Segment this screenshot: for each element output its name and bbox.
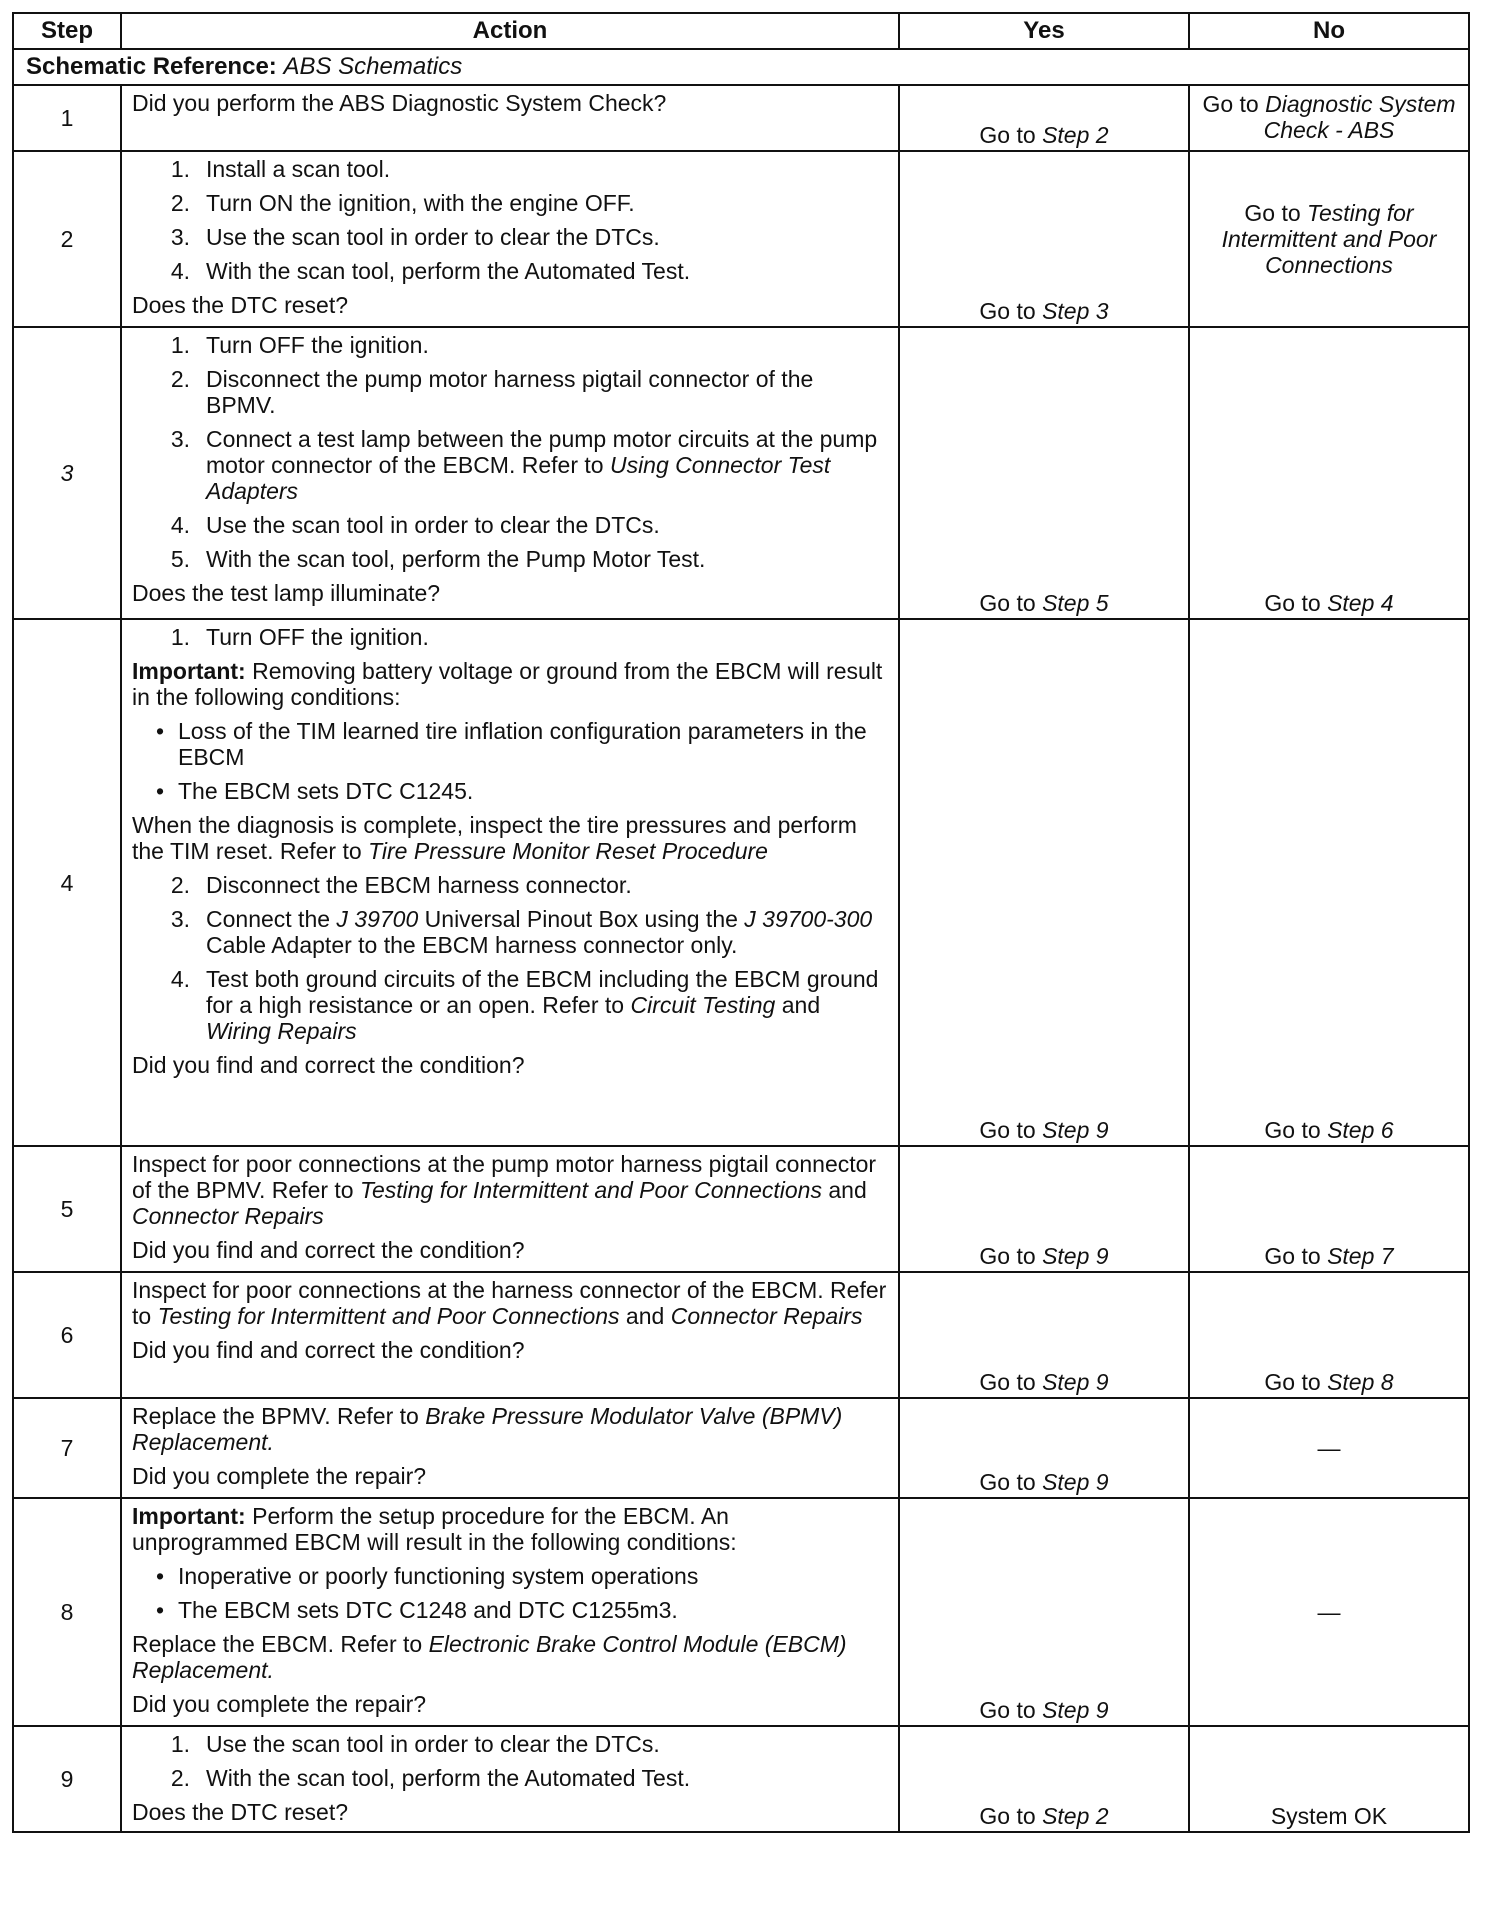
step-row <box>13 327 1469 619</box>
header-yes: Yes <box>899 13 1189 49</box>
paragraph <box>132 1151 888 1229</box>
instruction-text: Install a scan tool. <box>206 156 391 182</box>
action-cell <box>121 85 899 151</box>
bullet-text: Inoperative or poorly functioning system operations <box>178 1563 699 1589</box>
bullet-item <box>132 778 888 804</box>
step-number: 9 <box>13 1726 121 1832</box>
instruction-text: and <box>775 992 821 1018</box>
no-goto-text: Go to <box>1202 91 1266 117</box>
numbered-instruction <box>132 872 888 898</box>
paragraph-text: Inspect for poor connections at the pump motor harness pigtail connector of the BPMV. Refer to <box>132 1151 877 1203</box>
bullet-text: The EBCM sets DTC C1245. <box>178 778 474 804</box>
no-cell <box>1189 85 1469 151</box>
no-goto-link[interactable]: Step 8 <box>1327 1369 1394 1395</box>
instruction-text: Universal Pinout Box using the <box>418 906 745 932</box>
instruction-body <box>206 156 390 182</box>
instruction-reference-link[interactable]: J 39700 <box>336 906 419 932</box>
no-goto-text: Go to <box>1264 1243 1328 1269</box>
paragraph <box>132 1631 888 1683</box>
diagnostic-table <box>12 12 1470 1833</box>
instruction-text: With the scan tool, perform the Automated Test. <box>206 258 691 284</box>
paragraph-reference-link[interactable]: Testing for Intermittent and Poor Connections <box>360 1177 822 1203</box>
header-no: No <box>1189 13 1469 49</box>
numbered-instruction <box>132 426 888 504</box>
action-content <box>122 620 898 1080</box>
numbered-instruction <box>132 366 888 418</box>
paragraph-reference-link[interactable]: Electronic Brake Control Module (EBCM) Replacement. <box>132 1631 847 1683</box>
yes-goto-text: Go to <box>979 1117 1043 1143</box>
schematic-reference-row <box>13 49 1469 85</box>
header-row <box>13 13 1469 49</box>
no-goto-text: Go to <box>1244 200 1308 226</box>
action-content <box>122 1499 898 1719</box>
instruction-body <box>206 512 660 538</box>
action-cell <box>121 1146 899 1272</box>
no-cell <box>1189 151 1469 327</box>
yes-goto-text: Go to <box>979 590 1043 616</box>
question: Did you complete the repair? <box>132 1691 427 1717</box>
bullet-text: Loss of the TIM learned tire inflation configuration parameters in the EBCM <box>178 718 867 770</box>
instruction-text: Disconnect the EBCM harness connector. <box>206 872 632 898</box>
step-row <box>13 151 1469 327</box>
yes-cell <box>899 327 1189 619</box>
step-number: 3 <box>13 327 121 619</box>
yes-cell <box>899 1272 1189 1398</box>
header-action: Action <box>121 13 899 49</box>
instruction-text: Turn ON the ignition, with the engine OFF. <box>206 190 635 216</box>
numbered-instruction <box>132 966 888 1044</box>
numbered-instruction <box>132 546 888 572</box>
action-cell <box>121 1398 899 1498</box>
instruction-number: 5. <box>170 546 190 572</box>
yes-goto-link[interactable]: Step 9 <box>1042 1469 1109 1495</box>
no-cell <box>1189 619 1469 1146</box>
no-cell <box>1189 1146 1469 1272</box>
action-content <box>122 1147 898 1265</box>
instruction-number: 2. <box>170 190 190 216</box>
question: Did you find and correct the condition? <box>132 1052 525 1078</box>
instruction-body <box>206 546 705 572</box>
instruction-body <box>206 624 429 650</box>
no-goto-text: Go to <box>1264 1369 1328 1395</box>
question: Did you find and correct the condition? <box>132 1337 525 1363</box>
instruction-text: With the scan tool, perform the Pump Motor Test. <box>206 546 706 572</box>
yes-goto-link[interactable]: Step 9 <box>1042 1697 1109 1723</box>
step-number: 4 <box>13 619 121 1146</box>
bullet-icon: • <box>155 1563 165 1589</box>
no-goto-link[interactable]: Testing for Intermittent and Poor Connections <box>1221 200 1437 278</box>
action-content <box>122 152 898 320</box>
yes-cell <box>899 1398 1189 1498</box>
no-cell <box>1189 327 1469 619</box>
schematic-link[interactable]: ABS Schematics <box>283 53 463 80</box>
paragraph-text: Replace the EBCM. Refer to <box>132 1631 429 1657</box>
step-row <box>13 85 1469 151</box>
yes-goto-text: Go to <box>979 1697 1043 1723</box>
bullet-icon: • <box>155 718 165 744</box>
yes-goto-link[interactable]: Step 9 <box>1042 1243 1109 1269</box>
instruction-reference-link[interactable]: Using Connector Test Adapters <box>206 452 831 504</box>
instruction-body <box>206 258 690 284</box>
action-cell <box>121 327 899 619</box>
no-cell <box>1189 1726 1469 1832</box>
step-number: 1 <box>13 85 121 151</box>
bullet-text: The EBCM sets DTC C1248 and DTC C1255m3. <box>178 1597 678 1623</box>
paragraph-reference-link[interactable]: Testing for Intermittent and Poor Connections <box>157 1303 620 1329</box>
paragraph <box>132 812 888 864</box>
yes-goto-link[interactable]: Step 9 <box>1042 1117 1109 1143</box>
question: Does the DTC reset? <box>132 1799 349 1825</box>
instruction-number: 4. <box>170 966 190 992</box>
step-number: 8 <box>13 1498 121 1726</box>
instruction-text: Disconnect the pump motor harness pigtail connector of the BPMV. <box>206 366 814 418</box>
instruction-number: 2. <box>170 1765 190 1791</box>
action-cell <box>121 151 899 327</box>
no-cell <box>1189 1498 1469 1726</box>
yes-goto-text: Go to <box>979 298 1043 324</box>
yes-goto-link[interactable]: Step 2 <box>1042 1803 1109 1829</box>
bullet-item <box>132 718 888 770</box>
instruction-body <box>206 224 660 250</box>
no-goto-link[interactable]: Step 6 <box>1327 1117 1394 1143</box>
yes-cell <box>899 1498 1189 1726</box>
step-number: 6 <box>13 1272 121 1398</box>
yes-goto-text: Go to <box>979 1803 1043 1829</box>
instruction-body <box>206 332 429 358</box>
no-cell <box>1189 1272 1469 1398</box>
instruction-body <box>206 872 632 898</box>
step-number: 2 <box>13 151 121 327</box>
numbered-instruction <box>132 1731 888 1757</box>
action-content <box>122 1727 898 1827</box>
instruction-reference-link[interactable]: Wiring Repairs <box>206 1018 357 1044</box>
step-number: 7 <box>13 1398 121 1498</box>
instruction-number: 4. <box>170 258 190 284</box>
action-content <box>122 86 898 118</box>
paragraph-reference-link[interactable]: Connector Repairs <box>132 1203 324 1229</box>
numbered-instruction <box>132 512 888 538</box>
yes-goto-text: Go to <box>979 1369 1043 1395</box>
instruction-number: 1. <box>170 1731 190 1757</box>
yes-goto-link[interactable]: Step 3 <box>1042 298 1109 324</box>
instruction-body <box>206 190 635 216</box>
instruction-text: With the scan tool, perform the Automated Test. <box>206 1765 691 1791</box>
step-number: 5 <box>13 1146 121 1272</box>
question: Did you complete the repair? <box>132 1463 427 1489</box>
yes-cell <box>899 151 1189 327</box>
instruction-text: Use the scan tool in order to clear the DTCs. <box>206 512 660 538</box>
no-goto-text: Go to <box>1264 1117 1328 1143</box>
step-row <box>13 1398 1469 1498</box>
instruction-text: Turn OFF the ignition. <box>206 624 429 650</box>
schematic-label: Schematic Reference: <box>26 53 277 80</box>
yes-cell <box>899 1726 1189 1832</box>
important-label: Important: <box>132 658 246 684</box>
instruction-number: 1. <box>170 332 190 358</box>
instruction-number: 4. <box>170 512 190 538</box>
numbered-instruction <box>132 224 888 250</box>
numbered-instruction <box>132 156 888 182</box>
paragraph <box>132 1403 888 1455</box>
bullet-icon: • <box>155 1597 165 1623</box>
step-row <box>13 1272 1469 1398</box>
question: Did you perform the ABS Diagnostic System Check? <box>132 90 667 116</box>
instruction-number: 2. <box>170 366 190 392</box>
instruction-number: 3. <box>170 224 190 250</box>
step-row <box>13 1146 1469 1272</box>
step-row <box>13 619 1469 1146</box>
paragraph-reference-link[interactable]: Connector Repairs <box>670 1303 863 1329</box>
action-content <box>122 1273 898 1365</box>
important-note <box>132 658 888 710</box>
action-cell <box>121 1498 899 1726</box>
instruction-reference-link[interactable]: J 39700-300 <box>744 906 873 932</box>
action-content <box>122 328 898 608</box>
instruction-text: Use the scan tool in order to clear the DTCs. <box>206 224 660 250</box>
instruction-number: 1. <box>170 156 190 182</box>
yes-cell <box>899 1146 1189 1272</box>
no-goto-link[interactable]: Step 7 <box>1327 1243 1394 1269</box>
important-note <box>132 1503 888 1555</box>
paragraph-reference-link[interactable]: Tire Pressure Monitor Reset Procedure <box>368 838 768 864</box>
instruction-body <box>206 1731 660 1757</box>
instruction-text: Cable Adapter to the EBCM harness connector only. <box>206 932 738 958</box>
step-row <box>13 1498 1469 1726</box>
instruction-number: 3. <box>170 906 190 932</box>
numbered-instruction <box>132 906 888 958</box>
numbered-instruction <box>132 1765 888 1791</box>
no-goto-link[interactable]: Step 4 <box>1327 590 1394 616</box>
important-text: Perform the setup procedure for the EBCM. An unprogrammed EBCM will result in the following conditions: <box>132 1503 737 1555</box>
bullet-item <box>132 1563 888 1589</box>
yes-goto-text: Go to <box>979 122 1043 148</box>
paragraph-text: and <box>619 1303 671 1329</box>
instruction-reference-link[interactable]: Circuit Testing <box>630 992 776 1018</box>
paragraph-text: and <box>821 1177 867 1203</box>
instruction-body <box>206 1765 690 1791</box>
paragraph <box>132 1277 888 1329</box>
instruction-number: 1. <box>170 624 190 650</box>
action-cell <box>121 619 899 1146</box>
important-label: Important: <box>132 1503 246 1529</box>
numbered-instruction <box>132 624 888 650</box>
paragraph-text: When the diagnosis is complete, inspect the tire pressures and perform the TIM reset. Refer to <box>132 812 857 864</box>
instruction-text: Connect a test lamp between the pump motor circuits at the pump motor connector of the EBCM. Refer to <box>206 426 878 478</box>
instruction-body <box>206 366 888 418</box>
important-text: Removing battery voltage or ground from the EBCM will result in the following conditions: <box>132 658 883 710</box>
instruction-number: 3. <box>170 426 190 452</box>
instruction-number: 2. <box>170 872 190 898</box>
numbered-instruction <box>132 258 888 284</box>
paragraph-text: Replace the BPMV. Refer to <box>132 1403 426 1429</box>
header-step: Step <box>13 13 121 49</box>
instruction-text: Test both ground circuits of the EBCM including the EBCM ground for a high resistance or an open. Refer to <box>206 966 879 1018</box>
bullet-item <box>132 1597 888 1623</box>
bullet-icon: • <box>155 778 165 804</box>
no-goto-link[interactable]: Diagnostic System Check - ABS <box>1263 91 1456 143</box>
question: Does the test lamp illuminate? <box>132 580 441 606</box>
no-cell <box>1189 1398 1469 1498</box>
instruction-text: Turn OFF the ignition. <box>206 332 429 358</box>
instruction-body <box>206 966 888 1044</box>
no-not-applicable: — <box>1317 1599 1341 1625</box>
yes-goto-text: Go to <box>979 1243 1043 1269</box>
paragraph-reference-link[interactable]: Brake Pressure Modulator Valve (BPMV) Replacement. <box>132 1403 843 1455</box>
yes-cell <box>899 85 1189 151</box>
yes-goto-link[interactable]: Step 5 <box>1042 590 1109 616</box>
instruction-body <box>206 906 888 958</box>
question: Does the DTC reset? <box>132 292 349 318</box>
yes-goto-text: Go to <box>979 1469 1043 1495</box>
yes-goto-link[interactable]: Step 2 <box>1042 122 1109 148</box>
question: Did you find and correct the condition? <box>132 1237 525 1263</box>
paragraph-text: Inspect for poor connections at the harness connector of the EBCM. Refer to <box>132 1277 887 1329</box>
no-goto-text: Go to <box>1264 590 1328 616</box>
numbered-instruction <box>132 190 888 216</box>
no-not-applicable: — <box>1317 1435 1341 1461</box>
action-cell <box>121 1272 899 1398</box>
instruction-text: Use the scan tool in order to clear the DTCs. <box>206 1731 660 1757</box>
instruction-text: Connect the <box>206 906 337 932</box>
step-row <box>13 1726 1469 1832</box>
numbered-instruction <box>132 332 888 358</box>
action-cell <box>121 1726 899 1832</box>
no-result-text: System OK <box>1270 1803 1388 1829</box>
yes-cell <box>899 619 1189 1146</box>
schematic-reference <box>13 49 1469 85</box>
instruction-body <box>206 426 888 504</box>
action-content <box>122 1399 898 1491</box>
yes-goto-link[interactable]: Step 9 <box>1042 1369 1109 1395</box>
